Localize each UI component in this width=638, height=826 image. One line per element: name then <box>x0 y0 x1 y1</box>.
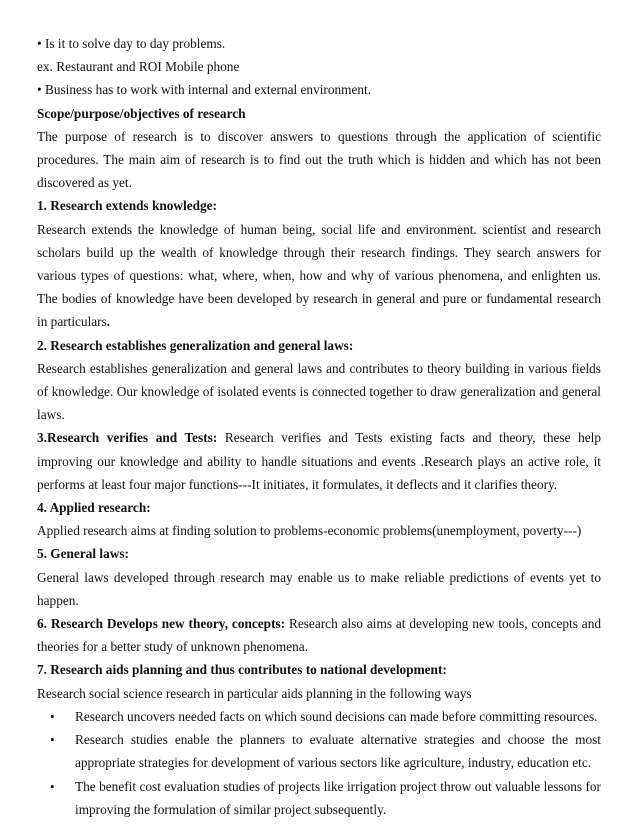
section-2-heading: 2. Research establishes generalization and general laws: <box>37 337 354 353</box>
section-1-body <box>37 218 601 334</box>
section-3-paragraph <box>37 426 601 496</box>
list-item <box>50 775 601 821</box>
section-5-heading: 5. General laws: <box>37 546 129 562</box>
section-7-bullet-list <box>37 705 601 821</box>
section-1-heading: 1. Research extends knowledge: <box>37 198 217 214</box>
section-3-heading: 3.Research verifies and Tests: <box>37 430 218 446</box>
section-7-heading: 7. Research aids planning and thus contributes to national development: <box>37 662 447 678</box>
section-2-body: Research establishes generalization and general laws and contributes to theory building in various fields of knowledge. Our knowledge of isolated events is connected together to draw generalization and general laws. <box>37 360 601 423</box>
section-1-end-mark: . <box>106 314 111 330</box>
section-4-body: Applied research aims at finding solution to problems-economic problems(unemployment, poverty---) <box>37 523 582 539</box>
section-1-text: Research extends the knowledge of human being, social life and environment. scientist and research scholars build up the wealth of knowledge through their research findings. They search answers for various types of questions: what, where, when, how and why of various phenomena, and enlighten us. The bodies of knowledge have been developed by research in general and pure or fundamental research in particulars <box>37 221 601 330</box>
intro-line-1: • Is it to solve day to day problems. <box>37 36 226 51</box>
section-4-heading: 4. Applied research: <box>37 500 151 516</box>
section-7-intro: Research social science research in particular aids planning in the following ways <box>37 685 472 701</box>
scope-body: The purpose of research is to discover answers to questions through the application of scientific procedures. The main aim of research is to find out the truth which is hidden and which has not been discovered as yet. <box>37 128 601 191</box>
list-item-text: Research uncovers needed facts on which sound decisions can made before committing resources. <box>75 708 598 724</box>
intro-line-2: ex. Restaurant and ROI Mobile phone <box>37 59 240 75</box>
bullet-icon: • <box>50 708 55 724</box>
section-3-body: Research verifies and Tests existing facts and theory, these help improving our knowledge and ability to handle situations and events .Research plays an active role, it performs at least four major functions---It initiates, it formulates, it deflects and it clarifies theory. <box>37 430 601 492</box>
list-item <box>50 728 601 774</box>
section-6-heading: 6. Research Develops new theory, concepts: <box>37 616 286 632</box>
scope-heading: Scope/purpose/objectives of research <box>37 105 246 121</box>
bullet-icon: • <box>50 732 55 748</box>
section-6-body: Research also aims at developing new tools, concepts and theories for a better study of unknown phenomena. <box>37 616 601 655</box>
section-5-body: General laws developed through research may enable us to make reliable predictions of events yet to happen. <box>37 569 601 608</box>
section-6-paragraph <box>37 612 601 658</box>
intro-line-3: • Business has to work with internal and external environment. <box>37 82 372 98</box>
bullet-icon: • <box>50 778 55 794</box>
list-item-text: The benefit cost evaluation studies of projects like irrigation project throw out valuable lessons for improving the formulation of similar project subsequently. <box>75 778 601 817</box>
list-item-text: Research studies enable the planners to evaluate alternative strategies and choose the most appropriate strategies for development of various sectors like agriculture, industry, education etc. <box>75 732 601 771</box>
list-item <box>50 705 601 728</box>
